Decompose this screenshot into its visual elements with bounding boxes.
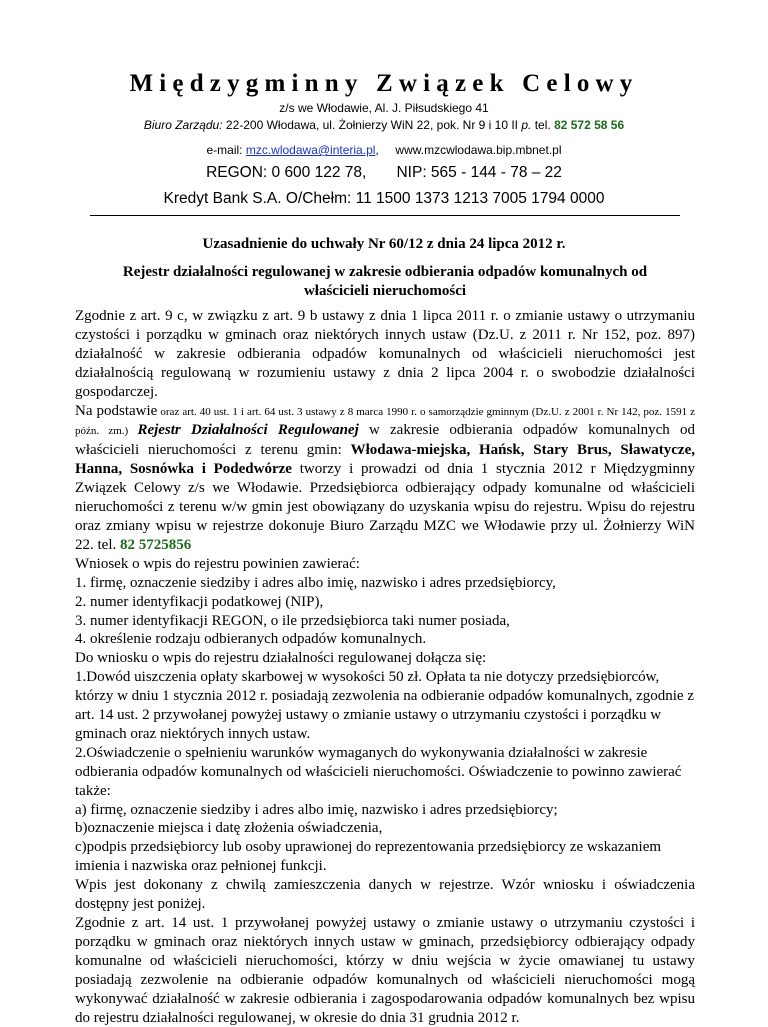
office-phone: 82 572 58 56 [554, 118, 625, 132]
paragraph-transition: Zgodnie z art. 14 ust. 1 przywołanej powyżej ustawy o zmianie ustawy o utrzymaniu czystości i porządku w gminach oraz niektórych innych ustaw w gminach, przedsiębiorcy odbierający odpady komunalne od właścicieli nieruchomości, którzy w dniu wejścia w życie omawianej tu ustawy posiadają zezwolenie na odbieranie odpadów komunalnych od właścicieli nieruchomości mogą wykonywać działalność w zakresie odbierania i zagospodarowania odpadów komunalnych bez wpisu do rejestru działalności regulowanej, w okresie do dnia 31 grudnia 2012 r. [75, 915, 695, 1026]
paragraph-entry: Wpis jest dokonany z chwilą zamieszczenia danych w rejestrze. Wzór wniosku i oświadczenia dostępny jest poniżej. [75, 877, 695, 913]
office-tel-label: tel. [531, 118, 555, 132]
office-address: 22-200 Włodawa, ul. Żołnierzy WiN 22, pok. Nr 9 i 10 II [222, 118, 522, 132]
email-link[interactable]: mzc.wlodawa@interia.pl [245, 143, 376, 157]
website: www.mzcwlodawa.bip.mbnet.pl [395, 143, 562, 157]
bank-account: Kredyt Bank S.A. O/Chełm: 11 1500 1373 1213 7005 1794 0000 [163, 190, 605, 207]
statement-item-b: b)oznaczenie miejsca i datę złożenia oświadczenia, [75, 820, 383, 837]
statement-item-c: c)podpis przedsiębiorcy lub osoby uprawionej do reprezentowania przedsiębiorcy ze wskazaniem imienia i nazwiska oraz pełnionej funkcji. [75, 839, 662, 875]
office-label: Biuro Zarządu: [143, 118, 223, 132]
statement-item-a: a) firmę, oznaczenie siedziby i adres albo imię, nazwisko i adres przedsiębiorcy; [75, 801, 558, 818]
paragraph-registry-tail: tworzy i prowadzi od dnia 1 stycznia 2012 r Międzygminny Związek Celowy z/s we Włodawie. Przedsiębiorca odbierający odpady komunalne od właścicieli nieruchomości z terenu w/w gmin jest obowiązany do uzyskania wpisu do rejestru. Wpisu do rejestru oraz zmiany wpisu w rejestrze dokonuje Biuro Zarządu MZC we Włodawie przy ul. Żołnierzy WiN 22. tel. [75, 461, 695, 553]
list-item: 1. firmę, oznaczenie siedziby i adres albo imię, nazwisko i adres przedsiębiorcy, [75, 574, 556, 591]
registration-line [0, 164, 768, 182]
list-item: 4. określenie rodzaju odbieranych odpadów komunalnych. [75, 631, 427, 648]
office-floor: p. [521, 118, 532, 132]
list-item: 3. numer identyfikacji REGON, o ile przedsiębiorca taki numer posiada, [75, 612, 510, 629]
contact-line [0, 143, 768, 157]
document-body [75, 307, 695, 1027]
legal-basis-note: oraz art. 40 ust. 1 i art. 64 ust. 3 ustawy z 8 marca 1990 r. o samorządzie gminnym (Dz.U. z 2001 r. Nr 142, poz. 1591 z późn. zm.) [75, 405, 696, 438]
email-label: e-mail: [206, 143, 246, 157]
attachments-intro: Do wniosku o wpis do rejestru działalności regulowanej dołącza się: [75, 650, 487, 667]
document-subheading: Rejestr działalności regulowanej w zakresie odbierania odpadów komunalnych od właścicieli nieruchomości [122, 264, 648, 299]
office-line [0, 118, 768, 132]
organization-address: z/s we Włodawie, Al. J. Piłsudskiego 41 [279, 101, 489, 115]
paragraph-registry-mid: w zakresie odbierania odpadów komunalnych od właścicieli nieruchomości z terenu gmin: [75, 422, 695, 459]
registry-phone: 82 5725856 [120, 536, 192, 553]
application-intro: Wniosek o wpis do rejestru powinien zawierać: [75, 555, 360, 572]
attachment-statement: 2.Oświadczenie o spełnieniu warunków wymaganych do wykonywania działalności w zakresie odbierania odpadów komunalnych od właścicieli nieruchomości. Oświadczenie to powinno zawierać także: [75, 744, 682, 799]
document-heading: Uzasadnienie do uchwały Nr 60/12 z dnia 24 lipca 2012 r. [202, 236, 566, 252]
email-separator: , [375, 143, 379, 157]
paragraph-intro: Zgodnie z art. 9 c, w związku z art. 9 b ustawy z dnia 1 lipca 2011 r. o zmianie ustawy o utrzymaniu czystości i porządku w gminach oraz niektórych innych ustaw (Dz.U. z 2011 r. Nr 152, poz. 897) działalność w zakresie odbierania odpadów komunalnych od właścicieli nieruchomości jest działalnością regulowaną w rozumieniu ustawy z dnia 2 lipca 2004 r. o swobodzie działalności gospodarczej. [75, 308, 695, 400]
attachment-fee: 1.Dowód uiszczenia opłaty skarbowej w wysokości 50 zł. Opłata ta nie dotyczy przedsiębiorców, którzy w dniu 1 stycznia 2012 r. posiadają zezwolenia na odbieranie odpadów komunalnych, zgodnie z art. 14 ust. 2 przywołanej powyżej ustawy o zmianie ustawy o utrzymaniu czystości i porządku w gminach oraz niektórych innych ustaw. [75, 669, 694, 742]
municipalities-list: Włodawa-miejska, Hańsk, Stary Brus, Sławatycze, Hanna, Sosnówka i Podedwórze [75, 442, 695, 478]
nip: NIP: 565 - 144 - 78 – 22 [396, 164, 562, 181]
organization-title: Międzygminny Związek Celowy [129, 70, 639, 97]
paragraph-registry-lead: Na podstawie [75, 402, 158, 419]
list-item: 2. numer identyfikacji podatkowej (NIP), [75, 593, 324, 610]
registry-name: Rejestr Działalności Regulowanej [137, 422, 359, 439]
header-divider [90, 215, 680, 216]
paragraph-registry [75, 402, 695, 555]
regon: REGON: 0 600 122 78, [206, 164, 367, 181]
